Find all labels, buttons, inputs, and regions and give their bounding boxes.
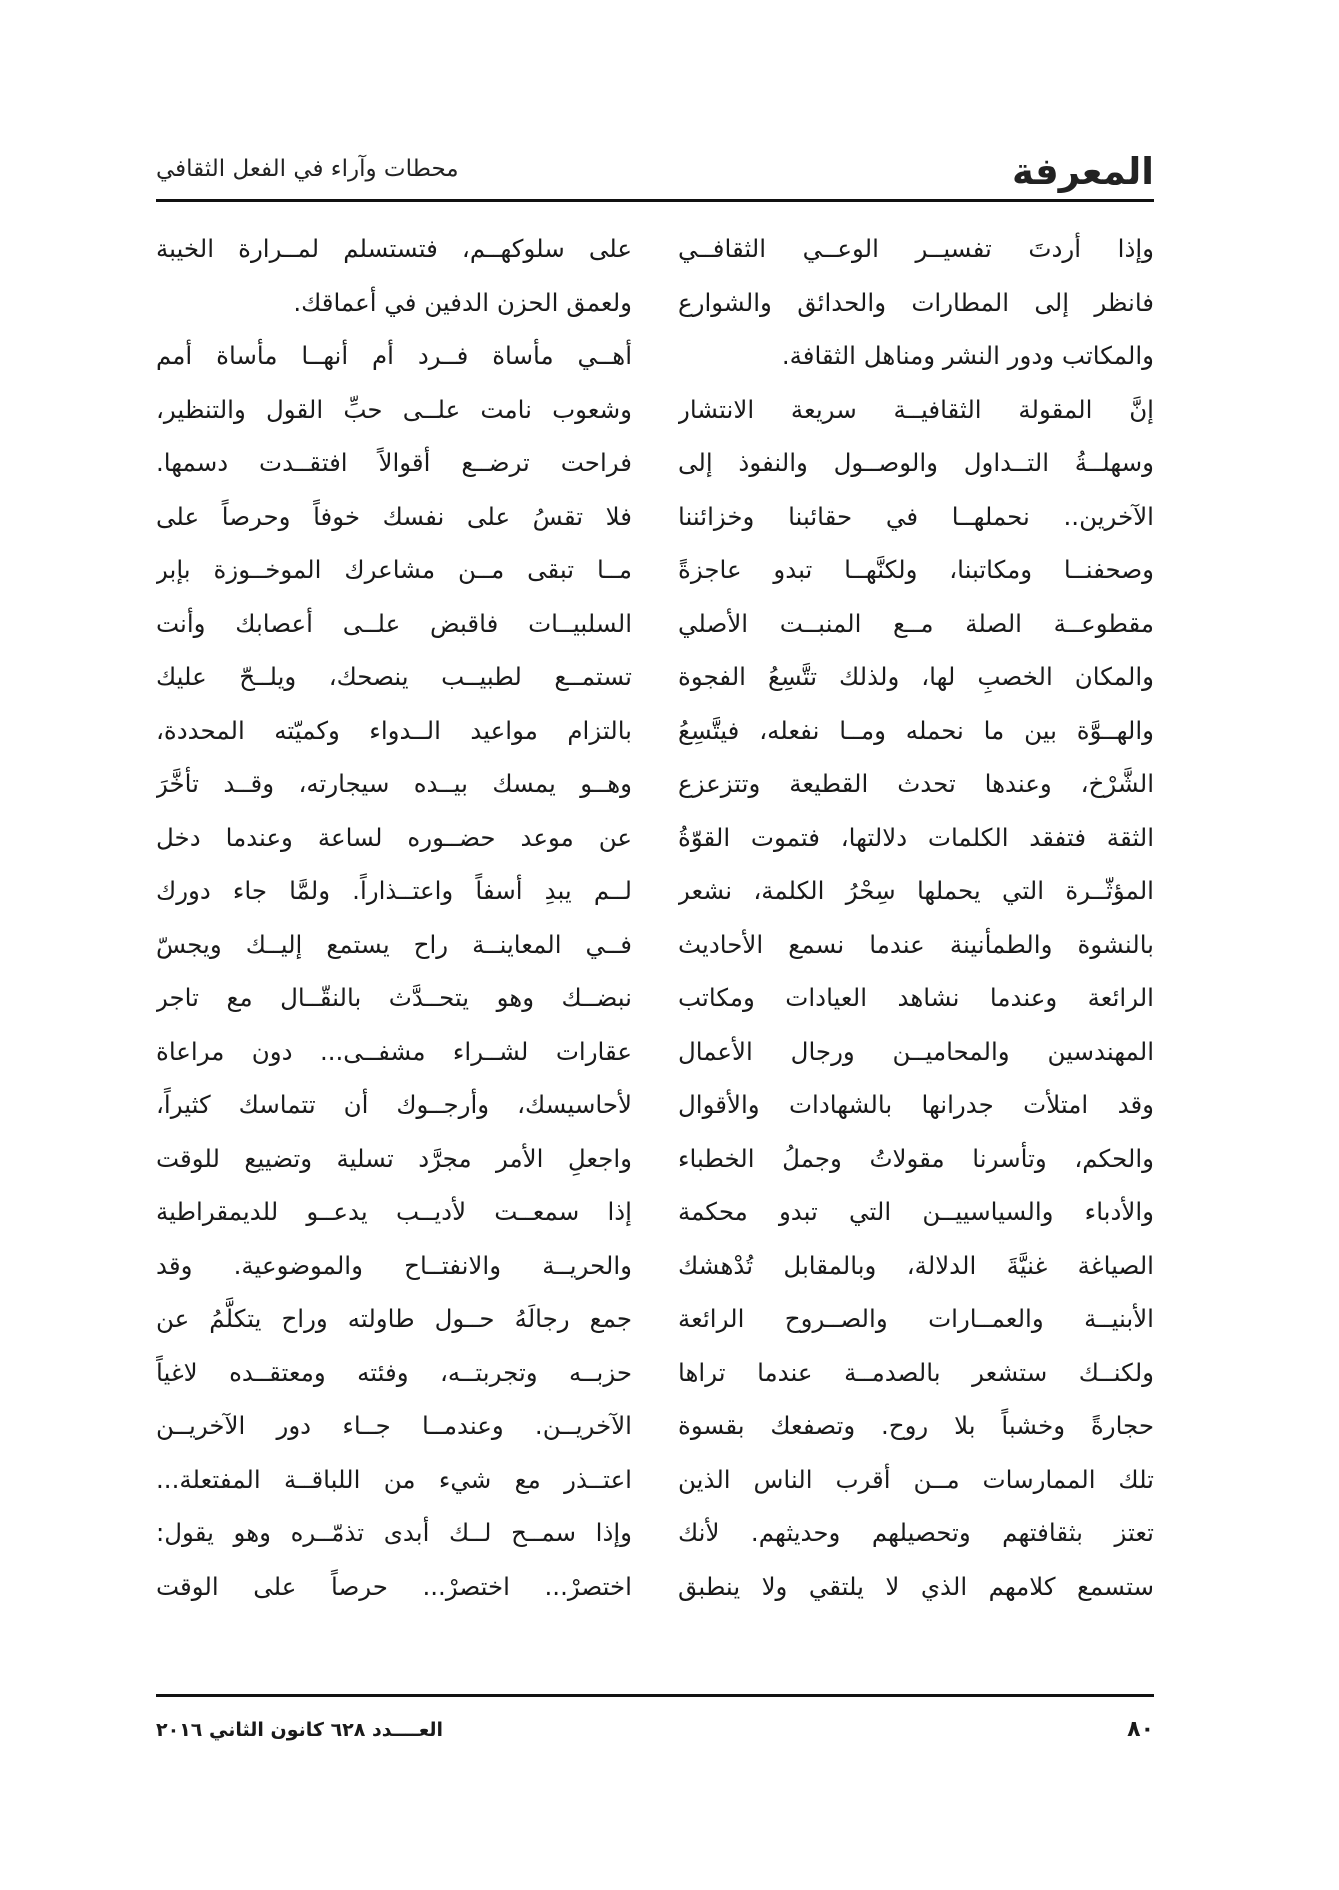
text-line: لــم يبدِ أسفاً واعتــذاراً. ولمَّا جاء دورك [156, 876, 632, 905]
header-divider [156, 199, 1154, 202]
text-line: فراحت ترضــع أقوالاً افتقــدت دسمها. [156, 448, 632, 477]
text-line: على سلوكهــم، فتستسلم لمــرارة الخيبة [156, 234, 632, 263]
text-line: اختصرْ... اختصرْ... حرصاً على الوقت [156, 1571, 632, 1601]
text-line: بالنشوة والطمأنينة عندما نسمع الأحاديث [678, 929, 1154, 959]
text-line: وشعوب نامت علــى حبِّ القول والتنظير، [156, 394, 632, 424]
text-line: الثقة فتفقد الكلمات دلالتها، فتموت القوّةُ [678, 822, 1154, 852]
text-line: والأدباء والسياسييــن التي تبدو محكمة [678, 1197, 1154, 1226]
text-line: وهــو يمسك بيــده سيجارته، وقــد تأخَّرَ [156, 769, 632, 798]
text-line: ولكنــك ستشعر بالصدمــة عندما تراها [678, 1357, 1154, 1387]
page-number: ٨٠ [1127, 1717, 1154, 1742]
text-line: تعتز بثقافتهم وتحصيلهم وحديثهم. لأنك [678, 1518, 1154, 1547]
text-line: حزبــه وتجربتــه، وفئته ومعتقــده لاغياً [156, 1357, 632, 1387]
text-line: وسهلــةُ التــداول والوصــول والنفوذ إلى [678, 448, 1154, 477]
text-line: وقد امتلأت جدرانها بالشهادات والأقوال [678, 1090, 1154, 1119]
text-line: المؤثّــرة التي يحملها سِحْرُ الكلمة، نشعر [678, 876, 1154, 905]
issue-info: العــــدد ٦٢٨ كانون الثاني ٢٠١٦ [156, 1719, 444, 1741]
text-line: والحريــة والانفتــاح والموضوعية. وقد [156, 1250, 632, 1280]
text-line: والحكم، وتأسرنا مقولاتُ وجملُ الخطباء [678, 1143, 1154, 1173]
text-line: تلك الممارسات مــن أقرب الناس الذين [678, 1464, 1154, 1494]
text-line: وصحفنــا ومكاتبنا، ولكنَّهــا تبدو عاجزةً [678, 555, 1154, 584]
text-line: الآخريــن. وعندمــا جــاء دور الآخريــن [156, 1411, 632, 1440]
text-line: بالتزام مواعيد الــدواء وكميّته المحددة، [156, 715, 632, 745]
text-line: نبضــك وهو يتحــدَّث بالنقّــال مع تاجر [156, 983, 632, 1012]
text-line: اعتــذر مع شيء من اللباقــة المفتعلة... [156, 1464, 632, 1494]
magazine-logo: المعرفة [1012, 150, 1154, 193]
text-line: ستسمع كلامهم الذي لا يلتقي ولا ينطبق [678, 1571, 1154, 1601]
text-line: فلا تقسُ على نفسك خوفاً وحرصاً على [156, 501, 632, 531]
text-line: عن موعد حضــوره لساعة وعندما دخل [156, 822, 632, 852]
text-line: الآخرين.. نحملهــا في حقائبنا وخزائننا [678, 501, 1154, 531]
text-line: والمكان الخصبِ لها، ولذلك تتَّسِعُ الفجوة [678, 662, 1154, 691]
text-line: إذا سمعــت لأديــب يدعــو للديمقراطية [156, 1197, 632, 1226]
text-line: مــا تبقى مــن مشاعرك الموخــوزة بإبر [156, 555, 632, 584]
text-line: الرائعة وعندما نشاهد العيادات ومكاتب [678, 983, 1154, 1012]
text-line: السلبيــات فاقبض علــى أعصابك وأنت [156, 608, 632, 638]
footer-divider [156, 1694, 1154, 1697]
text-line: عقارات لشــراء مشفــى... دون مراعاة [156, 1036, 632, 1066]
text-line: الشَّرْخ، وعندها تحدث القطيعة وتتزعزع [678, 769, 1154, 798]
text-line: فــي المعاينــة راح يستمع إليــك ويجسّ [156, 929, 632, 959]
page-header [156, 150, 1154, 196]
text-line: إنَّ المقولة الثقافيــة سريعة الانتشار [678, 394, 1154, 424]
text-line: مقطوعــة الصلة مــع المنبــت الأصلي [678, 608, 1154, 638]
text-line: جمع رجالَهُ حــول طاولته وراح يتكلَّمُ عن [156, 1304, 632, 1333]
text-line: الأبنيــة والعمــارات والصــروح الرائعة [678, 1304, 1154, 1333]
text-line: والهــوَّة بين ما نحمله ومــا نفعله، فيتَّسِعُ [678, 715, 1154, 745]
text-line: الصياغة غنيَّةَ الدلالة، وبالمقابل تُدْهشك [678, 1250, 1154, 1280]
text-line: تستمــع لطبيــب ينصحك، ويلــحّ عليك [156, 662, 632, 691]
text-line: وإذا سمــح لــك أبدى تذمّــره وهو يقول: [156, 1518, 632, 1547]
page-footer [156, 1717, 1154, 1749]
text-line: حجارةً وخشباً بلا روح. وتصفعك بقسوة [678, 1411, 1154, 1440]
text-line: فانظر إلى المطارات والحدائق والشوارع [678, 287, 1154, 317]
text-line: لأحاسيسك، وأرجــوك أن تتماسك كثيراً، [156, 1090, 632, 1119]
right-text-column [678, 222, 1154, 1613]
text-line: واجعلِ الأمر مجرَّد تسلية وتضييع للوقت [156, 1143, 632, 1173]
text-line: أهــي مأساة فــرد أم أنهــا مأساة أمم [156, 341, 632, 370]
text-line: والمكاتب ودور النشر ومناهل الثقافة. [781, 341, 1154, 370]
text-line: ولعمق الحزن الدفين في أعماقك. [293, 287, 632, 317]
section-title: محطات وآراء في الفعل الثقافي [156, 156, 459, 182]
text-line: وإذا أردتَ تفسيــر الوعــي الثقافــي [678, 234, 1154, 263]
left-text-column [156, 222, 632, 1613]
text-line: المهندسين والمحاميــن ورجال الأعمال [678, 1036, 1154, 1066]
